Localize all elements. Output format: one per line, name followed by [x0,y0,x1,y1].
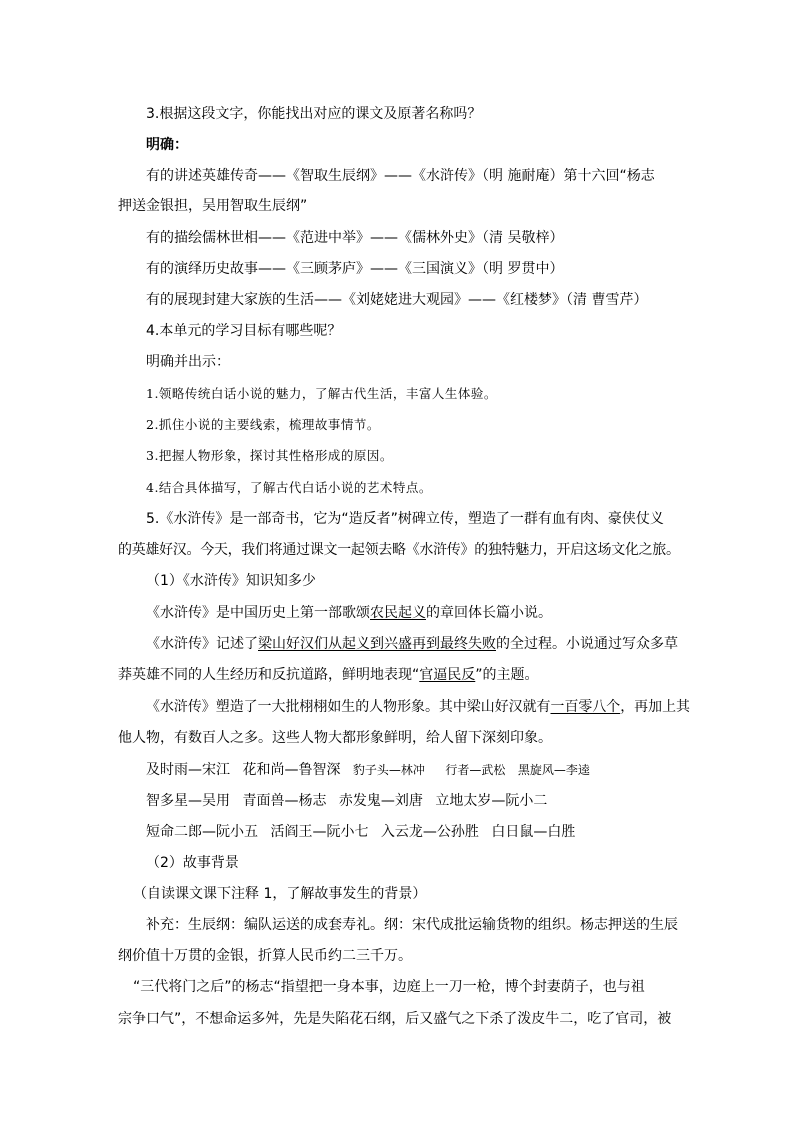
nickname-item: 及时雨—宋江 [146,762,230,778]
answer-3c: 有的演绎历史故事——《三顾茅庐》——《三国演义》（明 罗贯中） [146,261,564,277]
yangzhi-paragraph-line2: 宗争口气”，不想命运多舛，先是失陷花石纲，后又盛气之下杀了泼皮牛二，吃了官司，被 [118,1011,672,1027]
nickname-item: 花和尚—鲁智深 [242,762,341,778]
goal-item: 2.抓住小说的主要线索，梳理故事情节。 [146,417,380,432]
nickname-item: 智多星—吴用 [146,793,230,809]
answer-4-intro: 明确并出示： [146,354,230,370]
nickname-item: 豹子头—林冲 [352,763,425,777]
answer-label: 明确： [146,137,188,153]
underlined-key-term: 农民起义 [370,605,426,621]
paragraph-text: 《水浒传》记述了 [146,636,258,652]
answer-3b: 有的描绘儒林世相——《范进中举》——《儒林外史》（清 吴敬梓） [146,230,564,246]
paragraph-text: ，再加上其 [620,699,690,715]
paragraph-1 [146,603,552,623]
supplement-line1: 补充：生辰纲：编队运送的成套寿礼。纲：宋代成批运输货物的组织。杨志押送的生辰 [146,917,678,933]
nickname-item: 青面兽—杨志 [242,793,327,809]
question-5-line1: 5.《水浒传》是一部奇书，它为“造反者”树碑立传，塑造了一群有血有肉、豪侠仗义 [146,511,664,527]
yangzhi-paragraph-line1: “三代将门之后”的杨志“指望把一身本事，边庭上一刀一枪，博个封妻荫子，也与祖 [133,979,645,995]
paragraph-3-line2: 他人物，有数百人之多。这些人物大都形象鲜明，给人留下深刻印象。 [118,730,552,746]
nickname-item: 赤发鬼—刘唐 [338,793,423,809]
underlined-key-term: 一百零八个 [550,699,621,715]
supplement-line2: 纲价值十万贯的金银，折算人民币约二三千万。 [118,948,412,964]
paragraph-3-line1 [146,697,690,717]
goal-item: 3.把握人物形象，探讨其性格形成的原因。 [146,448,393,463]
paragraph-text: 的全过程。小说通过写众多草 [496,636,678,652]
section-1-title: （1）《水浒传》知识知多少 [146,573,316,589]
paragraph-text: 《水浒传》是中国历史上第一部歌颂 [146,605,370,621]
paragraph-text: 的章回体长篇小说。 [426,605,552,621]
question-4: 4.本单元的学习目标有哪些呢？ [146,323,342,339]
nickname-row-2 [146,791,547,811]
nickname-item: 短命二郎—阮小五 [146,824,258,840]
underlined-key-term: 梁山好汉们从起义到兴盛再到最终失败 [258,636,496,652]
answer-3a-line1: 有的讲述英雄传奇——《智取生辰纲》——《水浒传》（明 施耐庵）第十六回“杨志 [146,168,655,184]
paragraph-text: 《水浒传》塑造了一大批栩栩如生的人物形象。其中梁山好汉就有 [146,699,551,715]
nickname-row-1 [146,760,590,780]
goal-item: 4.结合具体描写，了解古代白话小说的艺术特点。 [146,480,432,495]
nickname-item: 入云龙—公孙胜 [380,824,479,840]
nickname-item: 立地太岁—阮小二 [435,793,548,809]
goal-item: 1.领略传统白话小说的魅力，了解古代生活，丰富人生体验。 [146,386,497,401]
nickname-item: 黑旋风—李逵 [517,763,590,777]
question-3: 3.根据这段文字，你能找出对应的课文及原著名称吗？ [146,106,482,122]
paragraph-text: 莽英雄不同的人生经历和反抗道路，鲜明地表现“ [118,667,420,683]
question-5-line2: 的英雄好汉。今天，我们将通过课文一起领去略《水浒传》的独特魅力，开启这场文化之旅。 [118,542,680,558]
paragraph-2-line1 [146,634,678,654]
nickname-item: 活阎王—阮小七 [270,824,369,840]
section-2-title: （2）故事背景 [146,855,239,871]
nickname-row-3 [146,822,575,842]
answer-3a-line2: 押送金银担，吴用智取生辰纲” [118,198,308,214]
paragraph-text: ”的主题。 [475,667,539,683]
underlined-key-term: 官逼民反 [419,667,476,683]
nickname-item: 白日鼠—白胜 [491,824,576,840]
paragraph-2-line2 [118,665,539,685]
section-2-note: （自读课文课下注释 1，了解故事发生的背景） [133,886,427,902]
nickname-item: 行者—武松 [445,763,506,777]
answer-3d: 有的展现封建大家族的生活——《刘姥姥进大观园》——《红楼梦》（清 曹雪芹） [146,292,648,308]
